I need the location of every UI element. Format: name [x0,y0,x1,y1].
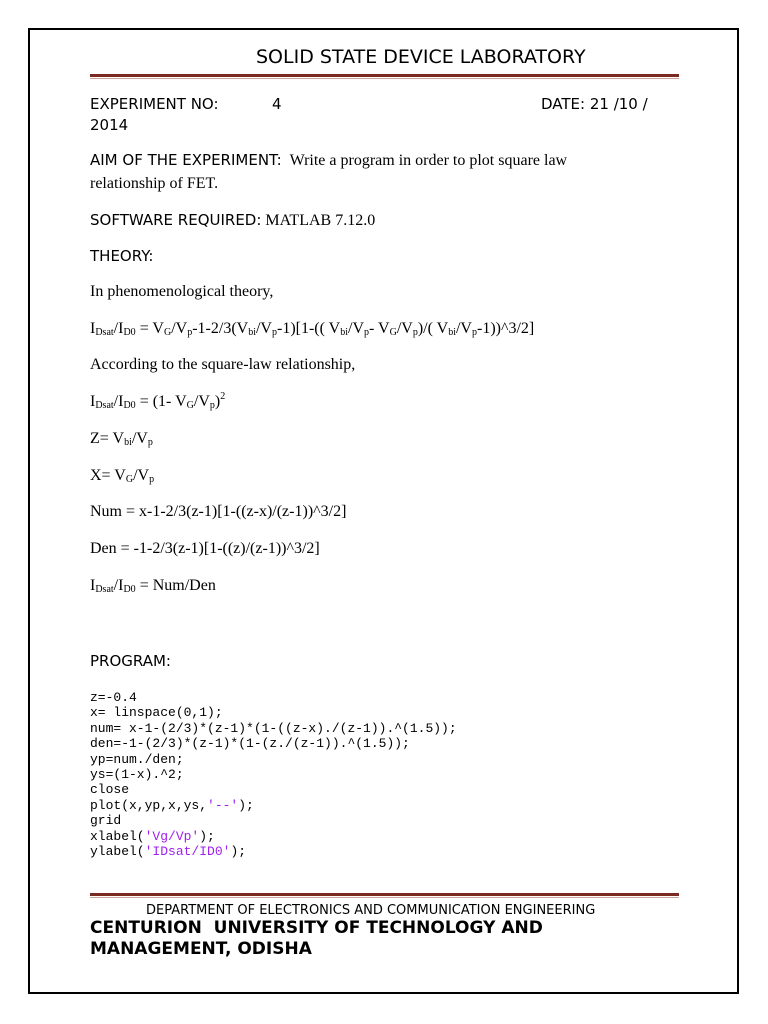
footer-rule [90,893,679,898]
equation-z: $Z= V_{bi}/V_p$ [90,430,153,448]
department-name: DEPARTMENT OF ELECTRONICS AND COMMUNICATION ENGINEERING [146,903,596,918]
code-line: close [90,782,130,798]
code-string: 'Vg/Vp' [144,828,200,844]
date-year: 2014 [90,116,129,134]
aim-label: AIM OF THE EXPERIMENT: [90,151,282,169]
software-label: SOFTWARE REQUIRED: [90,211,262,229]
header-rule [90,74,679,79]
equation-x: $X= V_G/V_p$ [90,467,155,485]
code-line: yp=num./den; [90,751,184,767]
equation-phenomenological: $I_{Dsat}/I_{D0} = V_G/V_p-1-2/3(V_{bi}/V_p-1)[1-$(( $V_{bi}/V_p-$ $V_G/V_p)/$( $V_{bi}/V_p-1))\^{}3/2$] [90,320,535,338]
page-title: SOLID STATE DEVICE LABORATORY [256,46,586,68]
aim-line-1 [90,151,567,170]
aim-text: Write a program in order to plot square law [289,152,568,169]
code-line: ys=(1-x).^2; [90,766,184,782]
code-line: x= linspace(0,1); [90,705,223,721]
theory-intro: In phenomenological theory, [90,283,274,300]
equation-den: Den = -1-2/3(z-1)[1-((z)/(z-1))^3/2] [90,540,320,557]
code-line: num= x-1-(2/3)*(z-1)*(1-((z-x)./(z-1)).^(1.5)); [90,720,457,736]
equation-ratio: $I_{Dsat}/I_{D0} = Num/Den$ [90,577,216,595]
aim-text-line-2: relationship of FET. [90,175,219,192]
university-name [90,918,543,960]
equation-num: Num = x-1-2/3(z-1)[1-((z-x)/(z-1))^3/2] [90,503,347,520]
date-label: DATE: 21 /10 / [541,95,648,113]
code-line: plot(x,yp,x,ys,'--'); [90,797,254,813]
equation-square-law: $I_{Dsat}/I_{D0} = (1-$ $V_G/V_p)^2$ [90,391,226,411]
code-line: ylabel('IDsat/ID0'); [90,843,247,859]
code-line: den=-1-(2/3)*(z-1)*(1-(z./(z-1)).^(1.5)); [90,736,410,752]
experiment-number: 4 [272,95,282,113]
code-line: xlabel('Vg/Vp'); [90,828,215,844]
code-line: z=-0.4 [90,690,137,705]
code-string: '--' [207,797,239,813]
program-heading: PROGRAM: [90,652,171,670]
experiment-label: EXPERIMENT NO: [90,95,219,113]
code-line: grid [90,813,122,829]
university-line-1: CENTURION UNIVERSITY OF TECHNOLOGY AND [90,918,543,938]
software-value: MATLAB 7.12.0 [265,212,376,229]
software-line [90,211,375,230]
code-string: 'IDsat/ID0' [144,843,231,859]
theory-heading: THEORY: [90,247,154,265]
square-law-intro: According to the square-law relationship, [90,356,356,373]
program-code [90,690,457,859]
university-line-2: MANAGEMENT, ODISHA [90,939,312,959]
